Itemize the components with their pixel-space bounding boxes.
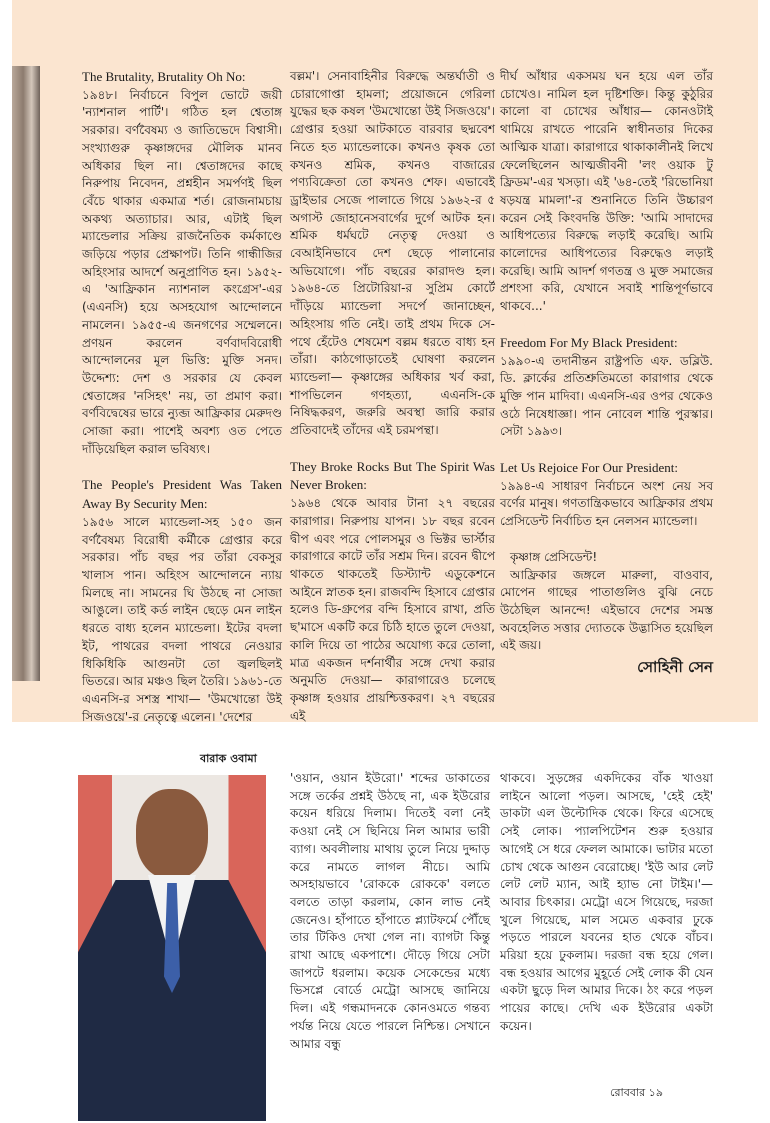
article-column-1	[82, 68, 282, 726]
article-column-2	[290, 68, 495, 725]
section-heading: The Brutality, Brutality Oh No:	[82, 69, 246, 84]
section-heading: They Broke Rocks But The Spirit Was Never Broken:	[290, 458, 495, 493]
obama-photo	[78, 775, 266, 1121]
section-text: ১৯৫৬ সালে ম্যান্ডেলা-সহ ১৫০ জন বর্ণবৈষম্য বিরোধী কর্মীকে গ্রেপ্তার করে সরকার। পাঁচ বছর পর তাঁরা বেকসুর খালাস পান। অহিংস আন্দোলনে ন্যায় মিলছে না। সামনের ঘি উঠছে না সোজা আঙুলে। তাই কর্ড লাইন ছেড়ে মেন লাইন ধরতে বাধ্য হলেন ম্যান্ডেলা। ইটের বদলা ইট, পাথরের বদলা পাথরে নেওয়ার ধিকিধিকি আগুনটা তো জ্বলছিলই ভিতরে। আর মঞ্চও ছিল তৈরি। ১৯৬১-তে এএনসি-র সশস্ত্র শাখা— 'উমখোন্তো উই সিজওয়ে'-র নেতৃত্বে এলেন। 'দেশের	[82, 514, 282, 724]
section-text: ১৯৪৮। নির্বাচনে বিপুল ভোটে জয়ী 'ন্যাশনাল পার্টি'। গঠিত হল শ্বেতাঙ্গ সরকার। বর্ণবৈষম্য ও জাতিভেদে বিশ্বাসী। সংখ্যাগুরু কৃষ্ণাঙ্গদের মৌলিক মানব অধিকার ছিল না। শ্বেতাঙ্গদের কাছে নিরুপায় নিবেদন, প্রশ্নহীন সমর্পণই ছিল বেঁচে থাকার একমাত্র শর্ত। রোজনামচায় অকথ্য অত্যাচার। আর, এটাই ছিল ম্যান্ডেলার সক্রিয় রাজনৈতিক কর্মকাণ্ডে জড়িয়ে পড়ার প্রেক্ষাপট। তিনি গান্ধীজির অহিংসার আদর্শে অনুপ্রাণিত হন। ১৯৫২-এ 'আফ্রিকান ন্যাশনাল কংগ্রেস'-এর (এএনসি) হয়ে অসহযোগ আন্দোলনে নামলেন। ১৯৫৫-এ জনগণের সম্মেলনে। প্রণয়ন করলেন বর্ণবাদবিরোধী আন্দোলনের মূল ভিত্তি: মুক্তি সনদ। উদ্দেশ্য: দেশ ও সরকার যে কেবল শ্বেতাঙ্গের 'নসিহৎ' নয়, তা প্রমাণ করা। বর্ণবিদ্বেষের ভারে ন্যুব্জ আফ্রিকার মেরুদণ্ড সোজা করা। পাশেই অবশ্য ওত পেতে দাঁড়িয়েছিল করাল ভবিষ্যৎ।	[82, 87, 282, 456]
story-column-1	[290, 770, 490, 1053]
section-text: দীর্ঘ আঁধার একসময় ঘন হয়ে এল তাঁর চোখেও। নামিল হল দৃষ্টিশক্তি। কিন্তু কুঠুরির কালো বা চোখের আঁধার— কোনওটাই থামিয়ে রাখতে পারেনি স্বাধীনতার দিকের আত্মিক যাত্রা। কারাগারে থাকাকালীনই লিখে ফেলেছিলেন আত্মজীবনী 'লং ওয়াক টু ফ্রিডম'-এর খসড়া। এই '৬৪-তেই 'রিভোনিয়া ষড়যন্ত্র মামলা'-র শুনানিতে তিনি উচ্চারণ করেন সেই কিংবদন্তি উক্তি: 'আমি সাদাদের আধিপত্যের বিরুদ্ধে লড়াই করেছি। আমি কালোদের আধিপত্যের বিরুদ্ধেও লড়াই করেছি। আমি আদর্শ গণতন্ত্র ও মুক্ত সমাজের প্রশংসা করি, যেখানে সবাই শান্তিপূর্ণভাবে থাকবে...'	[500, 69, 713, 314]
author-signature: সোহিনী সেন	[637, 658, 713, 677]
photo-caption: বারাক ওবামা	[200, 752, 257, 765]
section-text: বল্লম'। সেনাবাহিনীর বিরুদ্ধে অন্তর্ঘাতী ও চোরাগোপ্তা হামলা; প্রয়োজনে গেরিলা যুদ্ধের ছক কষল 'উমখোন্তো উই সিজওয়ে'। গ্রেপ্তার হওয়া আটকাতে বারবার ছদ্মবেশ নিতে হত ম্যান্ডেলাকে। কখনও কৃষক তো কখনও শ্রমিক, কখনও বাজারের পণ্যবিক্রেতা তো কখনও শেফ। এভাবেই ড্রাইভার সেজে পালাতে গিয়ে ১৯৬২-র ৫ অগাস্ট জোহানেসবার্গের দুর্গে আটক হন। শ্রমিক ধর্মঘটে নেতৃত্ব দেওয়া ও বেআইনিভাবে দেশ ছেড়ে পালানোর অভিযোগে। পাঁচ বছরের কারাদণ্ড হল। ১৯৬৪-তে প্রিটোরিয়া-র সুপ্রিম কোর্টে দাঁড়িয়ে ম্যান্ডেলা সদর্পে জানাচ্ছেন, অহিংসায় গতি নেই। তাই প্রথম দিকে সে-পথে হেঁটেও শেষমেশ বল্লম ধরতে বাধ্য হন তাঁরা। কাঠগোড়াতেই ঘোষণা করলেন ম্যান্ডেলা— কৃষ্ণাঙ্গের অধিকার খর্ব করা, শাপভিলেন গণহত্যা, এএনসি-কে নিষিদ্ধকরণ, জরুরি অবস্থা জারি করার প্রতিবাদেই তাঁদের এই চরমপন্থা।	[290, 69, 495, 438]
story-column-2	[500, 770, 713, 1036]
section-heading: The People's President Was Taken Away By Security Men:	[82, 477, 282, 512]
story-text: 'ওয়ান, ওয়ান ইউরো।' শব্দের ডাকাতের সঙ্গে তর্কের প্রশ্নই উঠছে না, এক ইউরোর কয়েন ধরিয়ে দিলাম। দিতেই বলা নেই কওয়া নেই সে ছিনিয়ে নিল আমার ভারী ব্যাগ। অবলীলায় মাথায় তুলে নিয়ে দুদ্দাড় করে নামতে লাগল নীচে। আমি অসহায়ভাবে 'রোককে রোককে' বলতে বলতে তাড়া করলাম, কোন লাভ নেই জেনেও। হাঁপাতে হাঁপাতে প্ল্যাটফর্মে পৌঁছে তার টিকিও দেখা গেল না। ব্যাগটা কিন্তু রাখা আছে একপাশে। দৌড়ে গিয়ে সেটা জাপটে ধরলাম। কয়েক সেকেন্ডের মধ্যে ভিসপ্লে বোর্ডে মেট্রো আসছে জানিয়ে দিল। এই গন্ধমাদনকে কোনওমতে গন্তব্য পর্যন্ত নিয়ে যেতে পারলে নিশ্চিন্ত। সেখানে আমার বন্ধু	[290, 771, 490, 1051]
section-text: ১৯৯৪-এ সাধারণ নির্বাচনে অংশ নেয় সব বর্ণের মানুষ। গণতান্ত্রিকভাবে আফ্রিকার প্রথম প্রেসিডেন্ট নির্বাচিত হন নেলসন ম্যান্ডেলা।	[500, 478, 713, 529]
story-text: থাকবে। সুড়ঙ্গের একদিকের বাঁক খাওয়া লাইনে আলো পড়ল। আসছে, 'হেই হেই' ডাকটা এল উল্টোদিক থেকে। ফিরে এসেছে সেই লোক। প্যালপিটেশন শুরু হওয়ার আগেই সে ধরে ফেলল আমাকে। ভাটার মতো চোখ থেকে আগুন বেরোচ্ছে। 'ইউ আর লেট লেট লেট ম্যান, আই হ্যাভ নো টাইম।'— আবার চিৎকার। মেট্রো এসে গিয়েছে, দরজা খুলে গিয়েছে, মাল সমেত একবার ঢুকে পড়তে পারলে যবনের হাত থেকে বাঁচব। মরিয়া হয়ে ঢুকলাম। দরজা বন্ধ হয়ে গেল। বন্ধ হওয়ার আগের মুহূর্তে সেই লোক কী যেন একটা ছুড়ে দিল আমার দিকে। ঠং করে পড়ল পায়ের কাছে। দেখি এক ইউরোর একটা কয়েন।	[500, 771, 713, 1033]
section-heading: Let Us Rejoice For Our President:	[500, 460, 678, 476]
section-text: ১৯৯০-এ তদানীন্তন রাষ্ট্রপতি এফ. ডব্লিউ. ডি. ক্লার্কের প্রতিশ্রুতিমতো কারাগার থেকে মুক্তি পান মাদিবা। এএনসি-এর ওপর থেকেও ওঠে নিষেধাজ্ঞা। পান নোবেল শান্তি পুরস্কার। সেটা ১৯৯৩।	[500, 353, 713, 439]
section-heading: Freedom For My Black President:	[500, 334, 678, 350]
article-column-3	[500, 68, 713, 677]
page-footer: রোববার ১৯	[610, 1086, 663, 1099]
section-text: ১৯৬৪ থেকে আবার টানা ২৭ বছরের কারাগার। নিরুপায় যাপন। ১৮ বছর রবেন দ্বীপ এবং পরে পোলসমুর ও ভিক্টর ভার্স্টার কারাগারে কাটে তাঁর সশ্রম দিন। রবেন দ্বীপে থাকতে থাকতেই ডিস্ট্যান্ট এডুকেশনে আইনে স্নাতক হন। রাজবন্দি হিসাবে গ্রেপ্তার হলেও ডি-গ্রুপের বন্দি হিসাবে রাখা, প্রতি ছ'মাসে একটি করে চিঠি হাতে তুলে দেওয়া, কালি দিয়ে তা পাঠের অযোগ্য করে তোলা, মাত্র একজন দর্শনার্থীর সঙ্গে দেখা করার অনুমতি দেওয়া— কারাগারেও চলেছে কৃষ্ণাঙ্গ হওয়ার প্রায়শ্চিত্তকরণ। ২৭ বছরের এই	[290, 496, 495, 723]
side-photo	[12, 66, 40, 681]
section-text: আফ্রিকার জঙ্গলে মারুলা, বাওবাব, মোপেন গাছের পাতাগুলিও বুঝি নেচে উঠেছিল আনন্দে! এইভাবে দেশের সমস্ত অবহেলিত সত্তার দ্যোতকে উদ্ভাসিত হয়েছিল এই জয়।	[500, 567, 713, 653]
section-text: কৃষ্ণাঙ্গ প্রেসিডেন্ট!	[510, 549, 598, 564]
